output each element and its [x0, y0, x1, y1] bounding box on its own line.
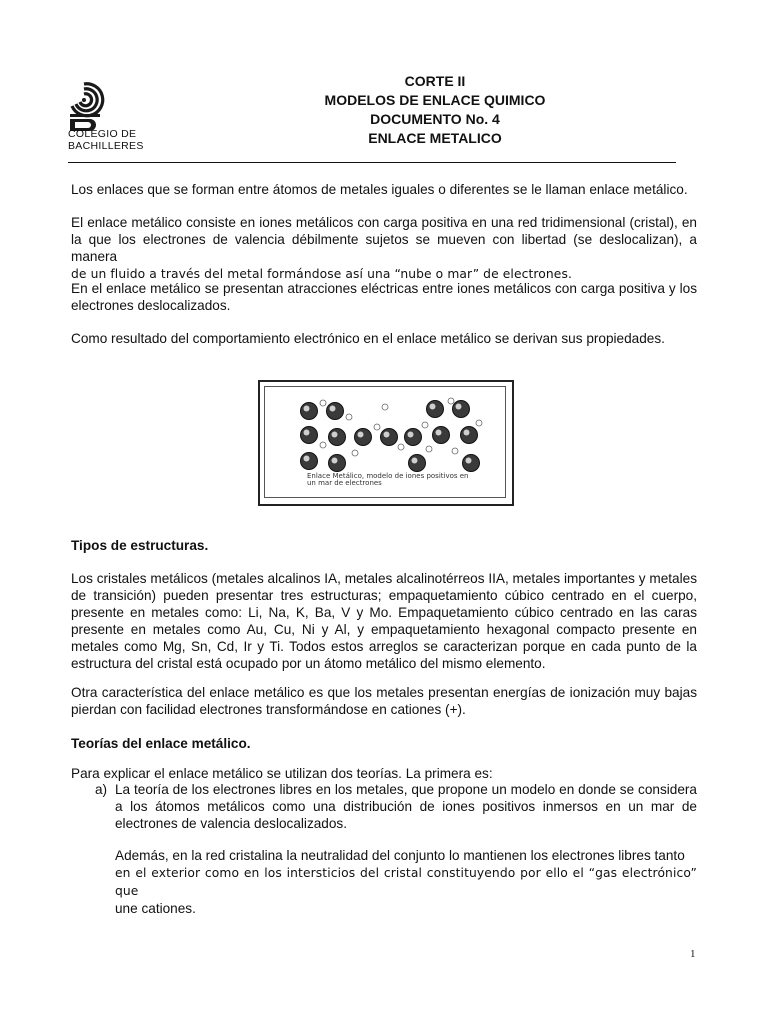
paragraph-2-tail: de un fluido a través del metal formándose así una “nube o mar” de electrones.: [71, 267, 572, 281]
metal-ion: [461, 427, 478, 444]
list-marker-a: a): [95, 782, 108, 797]
paragraph-1: Los enlaces que se forman entre átomos de metales iguales o diferentes se le llaman enlace metálico.: [71, 182, 688, 197]
electron: [426, 446, 432, 452]
logo-line-1: COLEGIO DE: [68, 128, 137, 140]
electron: [452, 448, 458, 454]
electron: [476, 420, 482, 426]
paragraph-6: Otra característica del enlace metálico es que los metales presentan energías de ionización muy bajas pierdan con facilidad electrones transformándose en cationes (+).: [71, 685, 697, 717]
electron: [352, 450, 358, 456]
paragraph-3: En el enlace metálico se presentan atracciones eléctricas entre iones metálicos con carga positiva y los electrones deslocalizados.: [71, 281, 697, 313]
list-item-a-text: La teoría de los electrones libres en los metales, que propone un modelo en donde se considera a los átomos metálicos como una distribución de iones positivos inmersos en un mar de electrones de valencia deslocalizados.: [115, 782, 697, 831]
electron: [374, 424, 380, 430]
list-item-a: [96, 781, 697, 832]
page-number: 1: [690, 948, 696, 960]
metal-ion: [327, 403, 344, 420]
header-divider: [68, 162, 676, 163]
paragraph-4: Como resultado del comportamiento electrónico en el enlace metálico se derivan sus propiedades.: [71, 331, 665, 346]
metal-ion: [463, 455, 480, 472]
paragraph-8-line-1: Además, en la red cristalina la neutralidad del conjunto lo mantienen los electrones libres tanto: [115, 848, 685, 863]
electron: [346, 414, 352, 420]
figure-caption-line-1: Enlace Metálico, modelo de iones positivos en: [307, 472, 469, 480]
header-line-1: CORTE II: [404, 73, 466, 89]
electron: [320, 442, 326, 448]
logo-text: [68, 128, 144, 152]
metal-ion: [329, 455, 346, 472]
metal-ion: [381, 429, 398, 446]
heading-tipos: Tipos de estructuras.: [71, 538, 209, 553]
metal-ion: [453, 401, 470, 418]
metal-ion: [433, 427, 450, 444]
metal-ion: [409, 455, 426, 472]
metal-ion: [355, 429, 372, 446]
metal-ion: [301, 403, 318, 420]
paragraph-2-main: El enlace metálico consiste en iones metálicos con carga positiva en una red tridimensional (cristal), en la que los electrones de valencia débilmente sujetos se mueven con libertad (se deslocalizan), a manera: [71, 215, 697, 264]
metallic-bond-figure: [258, 380, 514, 506]
electron: [320, 400, 326, 406]
metal-ion: [427, 401, 444, 418]
metal-ion: [405, 429, 422, 446]
electron: [448, 398, 454, 404]
electron: [398, 444, 404, 450]
header-line-2: MODELOS DE ENLACE QUIMICO: [324, 92, 546, 108]
electron: [422, 422, 428, 428]
metal-ion: [301, 453, 318, 470]
paragraph-5: Los cristales metálicos (metales alcalinos IA, metales alcalinotérreos IIA, metales importantes y metales de transición) pueden presentar tres estructuras; empaquetamiento cúbico centrado en el cuerpo, presente en metales como: Li, Na, K, Ba, V y Mo. Empaquetamiento cúbico centrado en las caras presente en metales como Au, Cu, Ni y Al, y empaquetamiento hexagonal compacto presente en metales como Mg, Sn, Cd, Ir y Ti. Todos estos arreglos se caracterizan porque en cada punto de la estructura del cristal está ocupado por un átomo metálico del mismo elemento.: [71, 571, 697, 671]
metal-ion: [301, 427, 318, 444]
electron: [382, 404, 388, 410]
document-header: [230, 72, 640, 148]
figure-caption-line-2: un mar de electrones: [307, 479, 382, 487]
heading-teorias: Teorías del enlace metálico.: [71, 736, 251, 751]
paragraph-8: [115, 847, 697, 917]
figure-caption: [307, 473, 469, 487]
header-line-3: DOCUMENTO No. 4: [370, 111, 500, 127]
logo-line-2: BACHILLERES: [68, 140, 144, 152]
paragraph-8-line-2: en el exterior como en los intersticios del cristal constituyendo por ello el “gas electrónico” que: [115, 866, 697, 898]
header-line-4: ENLACE METALICO: [368, 130, 502, 146]
paragraph-8-line-3: une cationes.: [115, 901, 196, 916]
figure-frame: [264, 386, 506, 498]
metal-ion: [329, 429, 346, 446]
paragraph-2: [71, 214, 697, 283]
paragraph-7: Para explicar el enlace metálico se utilizan dos teorías. La primera es:: [71, 766, 493, 781]
